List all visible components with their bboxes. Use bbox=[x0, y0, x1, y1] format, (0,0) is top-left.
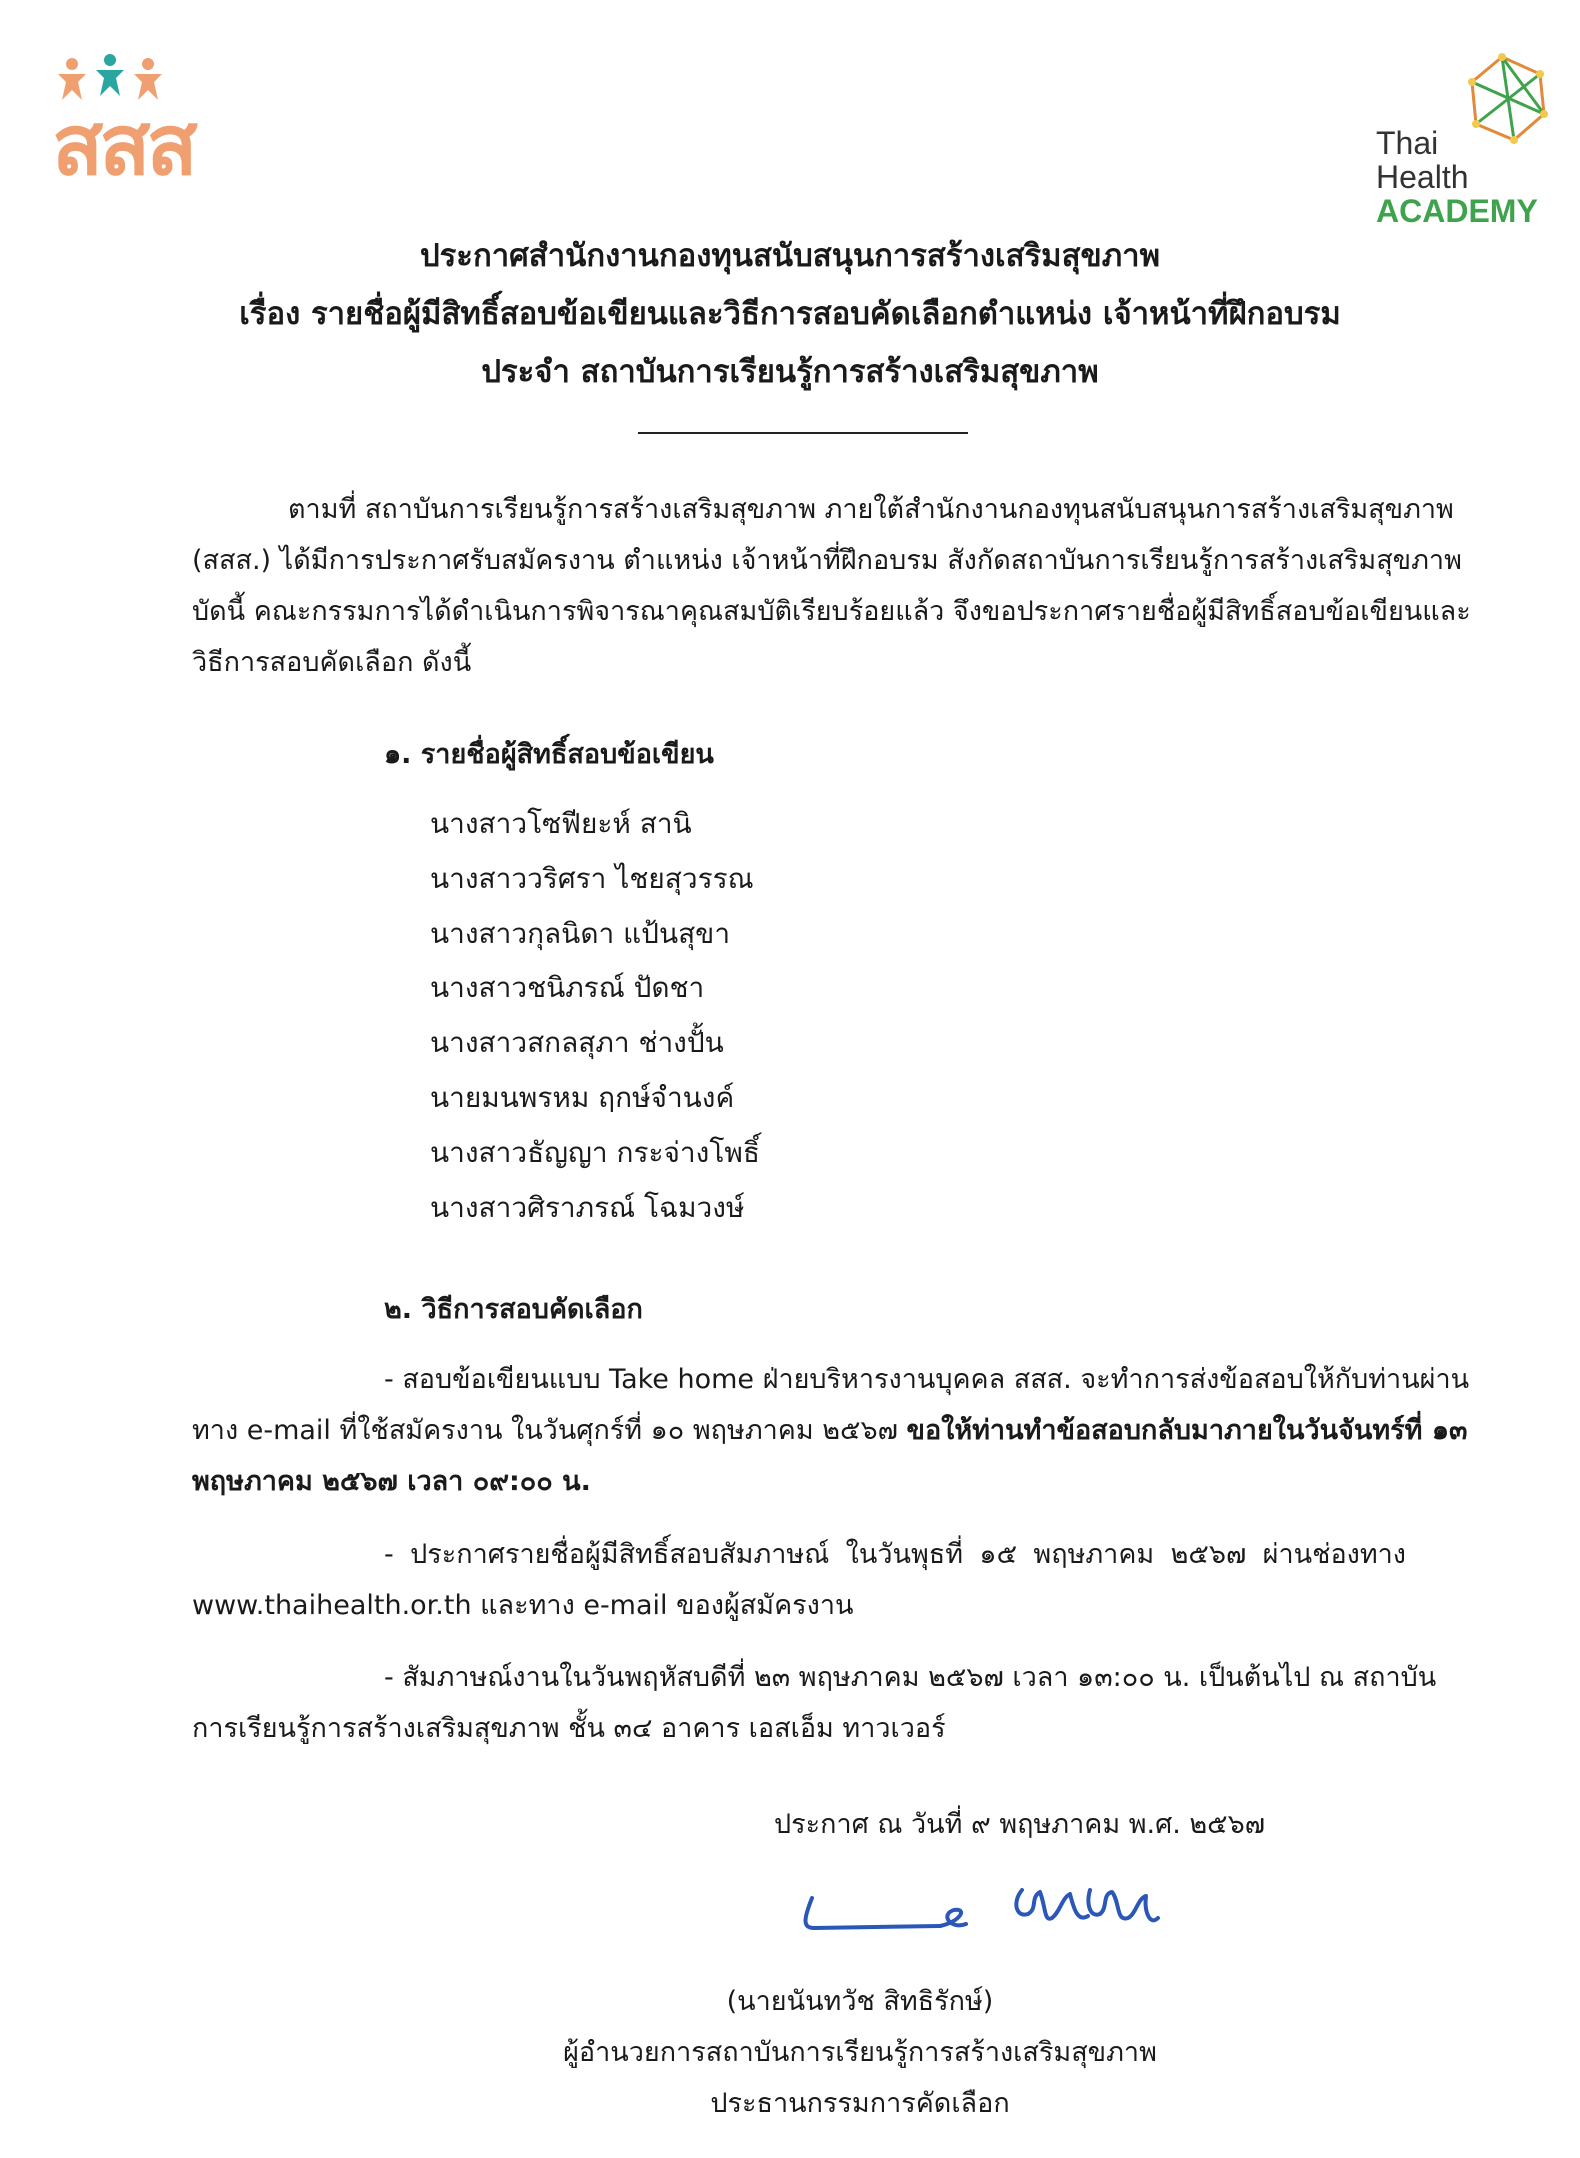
intro-line-4: วิธีการสอบคัดเลือก ดังนี้ bbox=[192, 647, 472, 678]
intro-line-3: บัดนี้ คณะกรรมการได้ดำเนินการพิจารณาคุณสมบัติเรียบร้อยแล้ว จึงขอประกาศรายชื่อผู้มีสิทธิ์สอบข้อเขียนและ bbox=[192, 596, 1471, 627]
section2-p3-line-1: - สัมภาษณ์งานในวันพฤหัสบดีที่ ๒๓ พฤษภาคม ๒๕๖๗ เวลา ๑๓:๐๐ น. เป็นต้นไป ณ สถาบัน bbox=[384, 1662, 1437, 1693]
signer-name: (นายนันทวัช สิทธิรักษ์) bbox=[726, 1986, 994, 2017]
header-divider bbox=[638, 432, 968, 434]
academy-thai-text: Thai bbox=[1376, 125, 1439, 161]
signer-role: ประธานกรรมการคัดเลือก bbox=[710, 2088, 1010, 2119]
network-hexagon-icon bbox=[1462, 52, 1562, 162]
list-item: นางสาวสกลสุภา ช่างปั้น bbox=[430, 1026, 724, 1059]
p1-line-2-bold: ขอให้ท่านทำข้อสอบกลับมาภายในวันจันทร์ที่ ๑๓ bbox=[906, 1415, 1468, 1446]
intro-line-1: ตามที่ สถาบันการเรียนรู้การสร้างเสริมสุขภาพ ภายใต้สำนักงานกองทุนสนับสนุนการสร้างเสริมสุขภาพ bbox=[288, 494, 1454, 525]
list-item: นางสาวชนิภรณ์ ปัดชา bbox=[430, 971, 705, 1004]
list-item: นางสาวศิราภรณ์ โฉมวงษ์ bbox=[430, 1191, 745, 1224]
section2-p3-line-2: การเรียนรู้การสร้างเสริมสุขภาพ ชั้น ๓๔ อาคาร เอสเอ็ม ทาวเวอร์ bbox=[192, 1713, 946, 1744]
list-item: นายมนพรหม ฤกษ์จำนงค์ bbox=[430, 1081, 735, 1114]
sss-wordmark: สสส bbox=[52, 96, 194, 194]
header-line-3: ประจำ สถาบันการเรียนรู้การสร้างเสริมสุขภาพ bbox=[481, 354, 1099, 390]
p1-line-2-normal: ทาง e-mail ที่ใช้สมัครงาน ในวันศุกร์ที่ ๑๐ พฤษภาคม ๒๕๖๗ bbox=[192, 1415, 907, 1446]
signature bbox=[790, 1868, 1180, 1948]
academy-health-text: Health bbox=[1376, 159, 1469, 195]
section2-p1-line-1: - สอบข้อเขียนแบบ Take home ฝ่ายบริหารงานบุคคล สสส. จะทำการส่งข้อสอบให้กับท่านผ่าน bbox=[384, 1364, 1470, 1395]
section2-p2-line-2: www.thaihealth.or.th และทาง e-mail ของผู้สมัครงาน bbox=[192, 1590, 854, 1621]
header-line-1: ประกาศสำนักงานกองทุนสนับสนุนการสร้างเสริมสุขภาพ bbox=[419, 238, 1161, 274]
signer-title: ผู้อำนวยการสถาบันการเรียนรู้การสร้างเสริมสุขภาพ bbox=[563, 2037, 1157, 2068]
intro-line-2: (สสส.) ได้มีการประกาศรับสมัครงาน ตำแหน่ง เจ้าหน้าที่ฝึกอบรม สังกัดสถาบันการเรียนรู้การสร้างเสริมสุขภาพ bbox=[192, 545, 1462, 576]
header-line-2: เรื่อง รายชื่อผู้มีสิทธิ์สอบข้อเขียนและวิธีการสอบคัดเลือกตำแหน่ง เจ้าหน้าที่ฝึกอบรม bbox=[239, 296, 1341, 332]
list-item: นางสาวโซฟียะห์ สานิ bbox=[430, 807, 692, 840]
list-item: นางสาวธัญญา กระจ่างโพธิ์ bbox=[430, 1136, 760, 1169]
section2-p1-line-2 bbox=[192, 1413, 1468, 1449]
list-item: นางสาววริศรา ไชยสุวรรณ bbox=[430, 862, 754, 895]
academy-word-text: ACADEMY bbox=[1376, 193, 1538, 229]
section1-heading: ๑. รายชื่อผู้สิทธิ์สอบข้อเขียน bbox=[384, 739, 714, 770]
announce-date: ประกาศ ณ วันที่ ๙ พฤษภาคม พ.ศ. ๒๕๖๗ bbox=[774, 1809, 1266, 1840]
section2-heading: ๒. วิธีการสอบคัดเลือก bbox=[384, 1294, 643, 1325]
list-item: นางสาวกุลนิดา แป้นสุขา bbox=[430, 917, 731, 950]
thai-health-academy-logo bbox=[1376, 52, 1566, 232]
thaihealth-sss-logo bbox=[52, 52, 252, 192]
section2-p1-line-3: พฤษภาคม ๒๕๖๗ เวลา ๐๙:๐๐ น. bbox=[192, 1466, 591, 1497]
section2-p2-line-1: - ประกาศรายชื่อผู้มีสิทธิ์สอบสัมภาษณ์ ในวันพุธที่ ๑๕ พฤษภาคม ๒๕๖๗ ผ่านช่องทาง bbox=[384, 1539, 1406, 1570]
